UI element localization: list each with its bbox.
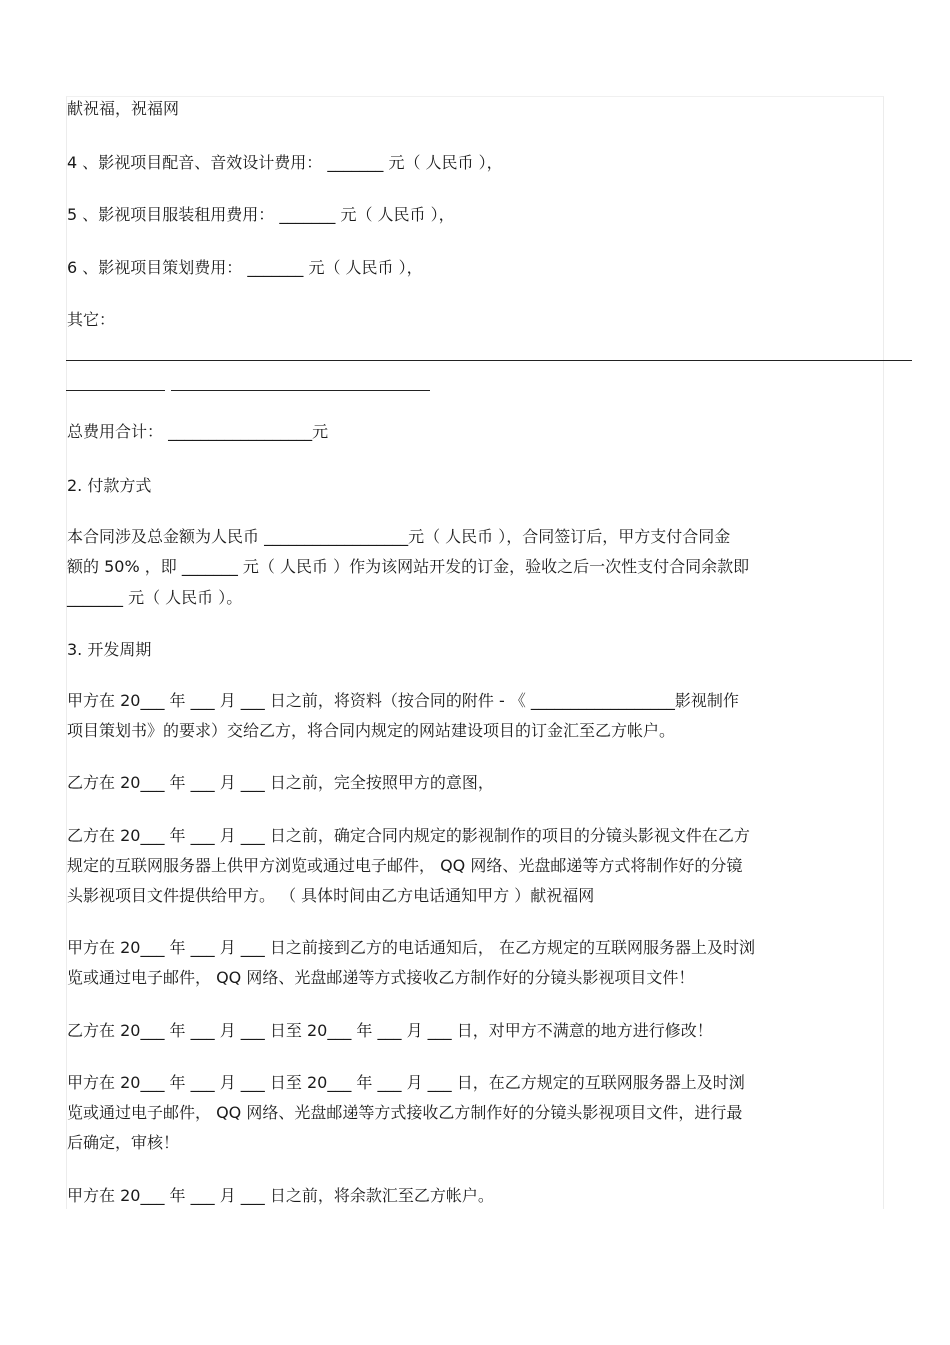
- text-line: 项目策划书》的要求）交给乙方，将合同内规定的网站建设项目的订金汇至乙方帐户。: [67, 721, 676, 740]
- text-line: _______ 元（ 人民币 ）。: [67, 588, 243, 607]
- text-line: 后确定，审核！: [67, 1133, 180, 1152]
- text-line: 额的 50% ，即 _______ 元（ 人民币 ）作为该网站开发的订金，验收之后一次性支付合同余款即: [67, 557, 750, 576]
- text-line: 头影视项目文件提供给甲方。 （ 具体时间由乙方电话通知甲方 ）献祝福网: [67, 886, 595, 905]
- fill-in-rule: [171, 390, 430, 391]
- text-line: 4 、影视项目配音、音效设计费用： _______ 元（ 人民币 ），: [67, 153, 503, 172]
- text-line: 5 、影视项目服装租用费用： _______ 元（ 人民币 ），: [67, 205, 455, 224]
- text-line: 献祝福，祝福网: [67, 99, 180, 118]
- text-line: 甲方在 20___ 年 ___ 月 ___ 日之前，将余款汇至乙方帐户。: [67, 1186, 494, 1205]
- text-line: 览或通过电子邮件， QQ 网络、光盘邮递等方式接收乙方制作好的分镜头影视项目文件，进行最: [67, 1103, 743, 1122]
- text-line: 本合同涉及总金额为人民币 __________________元（ 人民币 ），合同签订后，甲方支付合同金: [67, 527, 731, 546]
- text-line: 甲方在 20___ 年 ___ 月 ___ 日之前接到乙方的电话通知后， 在乙方规定的互联网服务器上及时浏: [67, 938, 755, 957]
- text-line: 乙方在 20___ 年 ___ 月 ___ 日之前，完全按照甲方的意图，: [67, 773, 494, 792]
- text-line: 甲方在 20___ 年 ___ 月 ___ 日至 20___ 年 ___ 月 ___ 日，在乙方规定的互联网服务器上及时浏: [67, 1073, 745, 1092]
- text-line: 规定的互联网服务器上供甲方浏览或通过电子邮件， QQ 网络、光盘邮递等方式将制作好的分镜: [67, 856, 743, 875]
- fill-in-rule: [66, 390, 165, 391]
- text-line: 览或通过电子邮件， QQ 网络、光盘邮递等方式接收乙方制作好的分镜头影视项目文件！: [67, 968, 695, 987]
- fill-in-rule: [66, 360, 912, 361]
- text-line: 甲方在 20___ 年 ___ 月 ___ 日之前，将资料（按合同的附件 - 《 __________________影视制作: [67, 691, 739, 710]
- section-heading: 3. 开发周期: [67, 640, 152, 659]
- text-line: 乙方在 20___ 年 ___ 月 ___ 日至 20___ 年 ___ 月 ___ 日，对甲方不满意的地方进行修改！: [67, 1021, 713, 1040]
- section-heading: 2. 付款方式: [67, 476, 152, 495]
- text-line: 乙方在 20___ 年 ___ 月 ___ 日之前，确定合同内规定的影视制作的项目的分镜头影视文件在乙方: [67, 826, 750, 845]
- text-line: 其它：: [67, 310, 116, 329]
- text-line: 总费用合计： __________________元: [67, 422, 329, 441]
- text-line: 6 、影视项目策划费用： _______ 元（ 人民币 ），: [67, 258, 423, 277]
